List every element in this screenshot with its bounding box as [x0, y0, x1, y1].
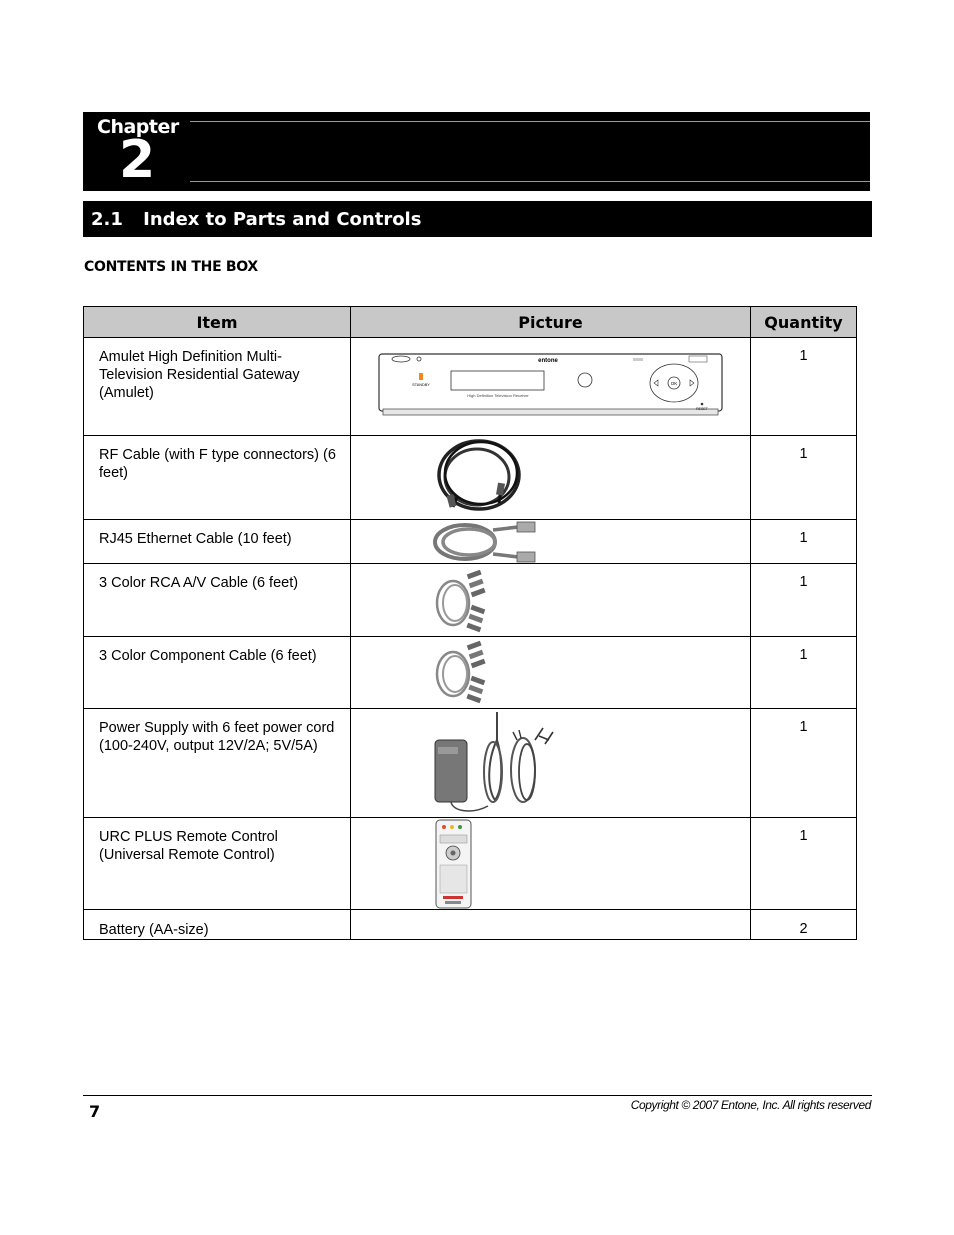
table-row — [84, 910, 857, 940]
picture-cell — [351, 709, 751, 818]
contents-table — [83, 306, 857, 940]
chapter-label: Chapter — [97, 116, 179, 138]
quantity-value: 1 — [751, 709, 857, 818]
table-row — [84, 338, 857, 436]
picture-cell — [351, 818, 751, 910]
quantity-value: 2 — [751, 910, 857, 940]
quantity-value: 1 — [751, 338, 857, 436]
rca-cable-image — [433, 569, 498, 634]
device-reset-text: RESET — [696, 407, 708, 411]
item-name: URC PLUS Remote Control (Universal Remote Control) — [84, 818, 351, 910]
table-row — [84, 436, 857, 520]
picture-cell — [351, 436, 751, 520]
picture-cell — [351, 564, 751, 637]
ethernet-cable-image — [433, 521, 538, 563]
item-name: Power Supply with 6 feet power cord (100-240V, output 12V/2A; 5V/5A) — [84, 709, 351, 818]
set-top-box-image — [378, 353, 723, 418]
item-name: RJ45 Ethernet Cable (10 feet) — [84, 520, 351, 564]
item-name: 3 Color RCA A/V Cable (6 feet) — [84, 564, 351, 637]
header-picture: Picture — [351, 307, 751, 338]
chapter-number: 2 — [119, 130, 156, 190]
chapter-banner — [83, 112, 870, 191]
banner-rule-top — [190, 121, 870, 122]
component-cable-image — [433, 640, 498, 705]
quantity-value: 1 — [751, 818, 857, 910]
item-name: RF Cable (with F type connectors) (6 feet) — [84, 436, 351, 520]
footer-rule — [83, 1095, 872, 1096]
remote-control-image — [435, 819, 472, 909]
table-row — [84, 564, 857, 637]
section-heading-bar — [83, 201, 872, 237]
quantity-value: 1 — [751, 520, 857, 564]
device-brand-text: entone — [538, 358, 558, 364]
picture-cell — [351, 637, 751, 709]
device-ok-text: OK — [670, 381, 678, 386]
header-item: Item — [84, 307, 351, 338]
page-number: 7 — [89, 1102, 101, 1121]
coaxial-cable-image — [433, 437, 525, 517]
table-row — [84, 520, 857, 564]
quantity-value: 1 — [751, 564, 857, 637]
power-supply-image — [433, 710, 558, 816]
copyright-text: Copyright © 2007 Entone, Inc. All rights reserved — [630, 1098, 871, 1112]
table-row — [84, 637, 857, 709]
quantity-value: 1 — [751, 637, 857, 709]
device-tagline-text: High Definition Television Receiver — [467, 393, 529, 398]
banner-rule-bottom — [190, 181, 870, 182]
picture-cell — [351, 520, 751, 564]
table-row — [84, 818, 857, 910]
item-name: Amulet High Definition Multi-Television Residential Gateway (Amulet) — [84, 338, 351, 436]
picture-cell — [351, 338, 751, 436]
item-name: Battery (AA-size) — [84, 910, 351, 940]
section-heading — [91, 209, 421, 230]
item-name: 3 Color Component Cable (6 feet) — [84, 637, 351, 709]
contents-subheading: CONTENTS IN THE BOX — [84, 259, 258, 275]
header-quantity: Quantity — [751, 307, 857, 338]
quantity-value: 1 — [751, 436, 857, 520]
picture-cell — [351, 910, 751, 940]
table-row — [84, 709, 857, 818]
section-number: 2.1 — [91, 209, 123, 230]
table-header-row — [84, 307, 857, 338]
device-standby-text: STANDBY — [412, 383, 430, 387]
section-title: Index to Parts and Controls — [143, 209, 422, 230]
